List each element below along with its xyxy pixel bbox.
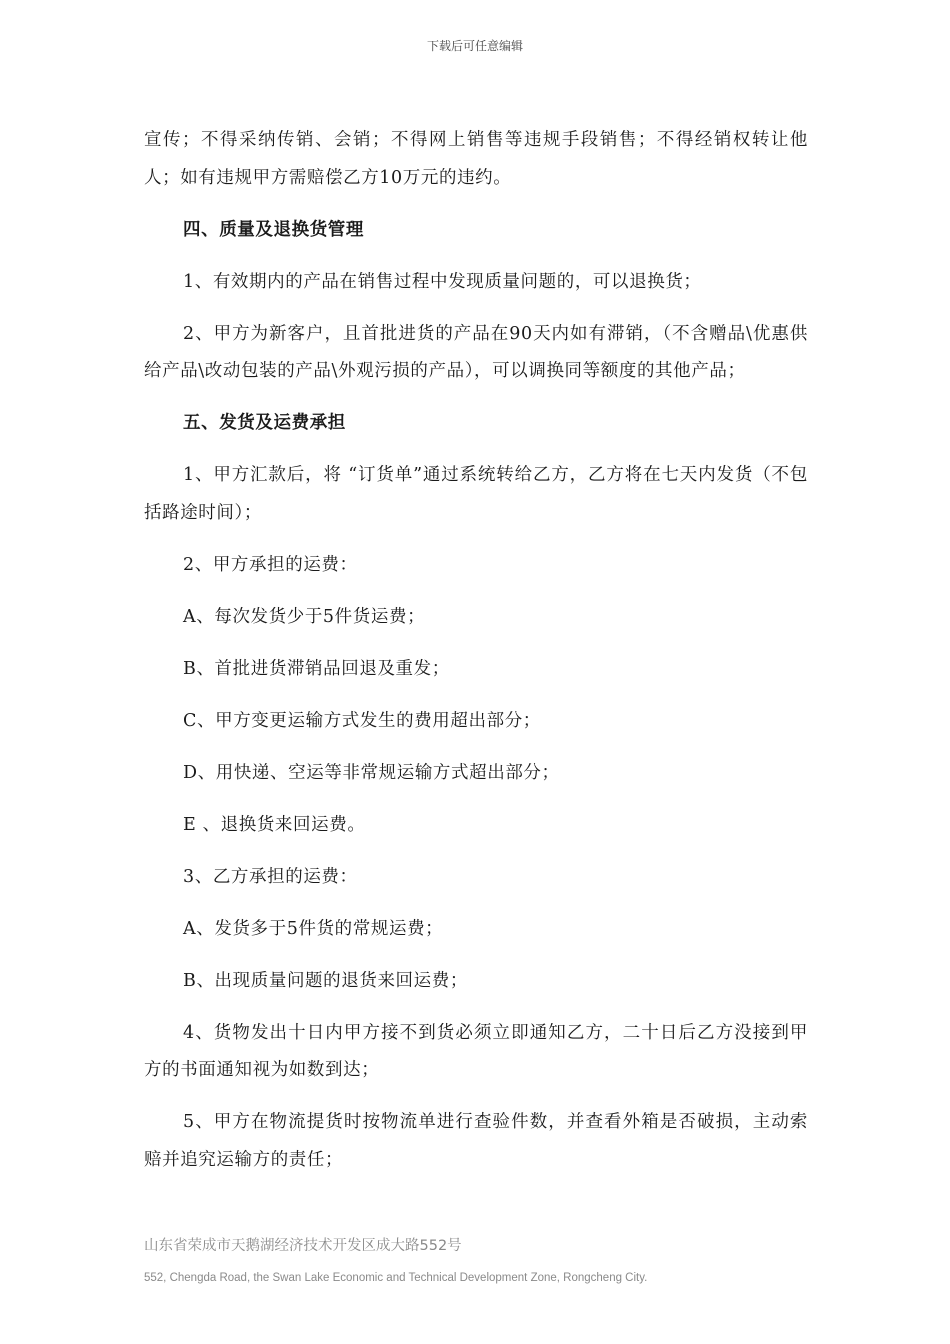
- clause-shipping-4: 4、货物发出十日内甲方接不到货必须立即通知乙方，二十日后乙方没接到甲方的书面通知视为如数到达；: [144, 1022, 808, 1080]
- footer-address-english: 552, Chengda Road, the Swan Lake Economic and Technical Development Zone, Rongcheng City.: [144, 1272, 648, 1284]
- clause-shipping-2e: E 、退换货来回运费。: [183, 814, 366, 835]
- section-heading-shipping: 五、发货及运费承担: [183, 413, 346, 433]
- paragraph-continuation: 宣传；不得采纳传销、会销；不得网上销售等违规手段销售；不得经销权转让他人；如有违规甲方需赔偿乙方10万元的违约。: [144, 130, 808, 188]
- section-heading-quality: 四、质量及退换货管理: [183, 219, 364, 240]
- clause-shipping-3: 3、乙方承担的运费：: [183, 866, 358, 887]
- clause-shipping-1: 1、甲方汇款后，将 “订货单”通过系统转给乙方，乙方将在七天内发货（不包括路途时间）；: [144, 465, 808, 523]
- clause-shipping-3b: B、出现质量问题的退货来回运费；: [183, 970, 468, 991]
- clause-shipping-3a: A、发货多于5件货的常规运费；: [183, 918, 444, 939]
- clause-shipping-2d: D、用快递、空运等非常规运输方式超出部分；: [183, 762, 560, 783]
- clause-shipping-2: 2、甲方承担的运费：: [183, 554, 358, 575]
- clause-shipping-2a: A、每次发货少于5件货运费；: [183, 606, 426, 627]
- clause-shipping-2c: C、甲方变更运输方式发生的费用超出部分；: [183, 710, 541, 731]
- clause-shipping-5: 5、甲方在物流提货时按物流单进行查验件数，并查看外箱是否破损，主动索赔并追究运输方的责任；: [144, 1112, 808, 1170]
- clause-quality-1: 1、有效期内的产品在销售过程中发现质量问题的，可以退换货；: [183, 271, 702, 292]
- footer-address-chinese: 山东省荣成市天鹅湖经济技术开发区成大路552号: [144, 1238, 462, 1254]
- document-body: [144, 122, 808, 1194]
- clause-quality-2: 2、甲方为新客户，且首批进货的产品在90天内如有滞销，（不含赠品\优惠供给产品\改动包装的产品\外观污损的产品），可以调换同等额度的其他产品；: [144, 323, 808, 381]
- clause-shipping-2b: B、首批进货滞销品回退及重发；: [183, 658, 450, 679]
- page-header: 下载后可任意编辑: [426, 39, 523, 53]
